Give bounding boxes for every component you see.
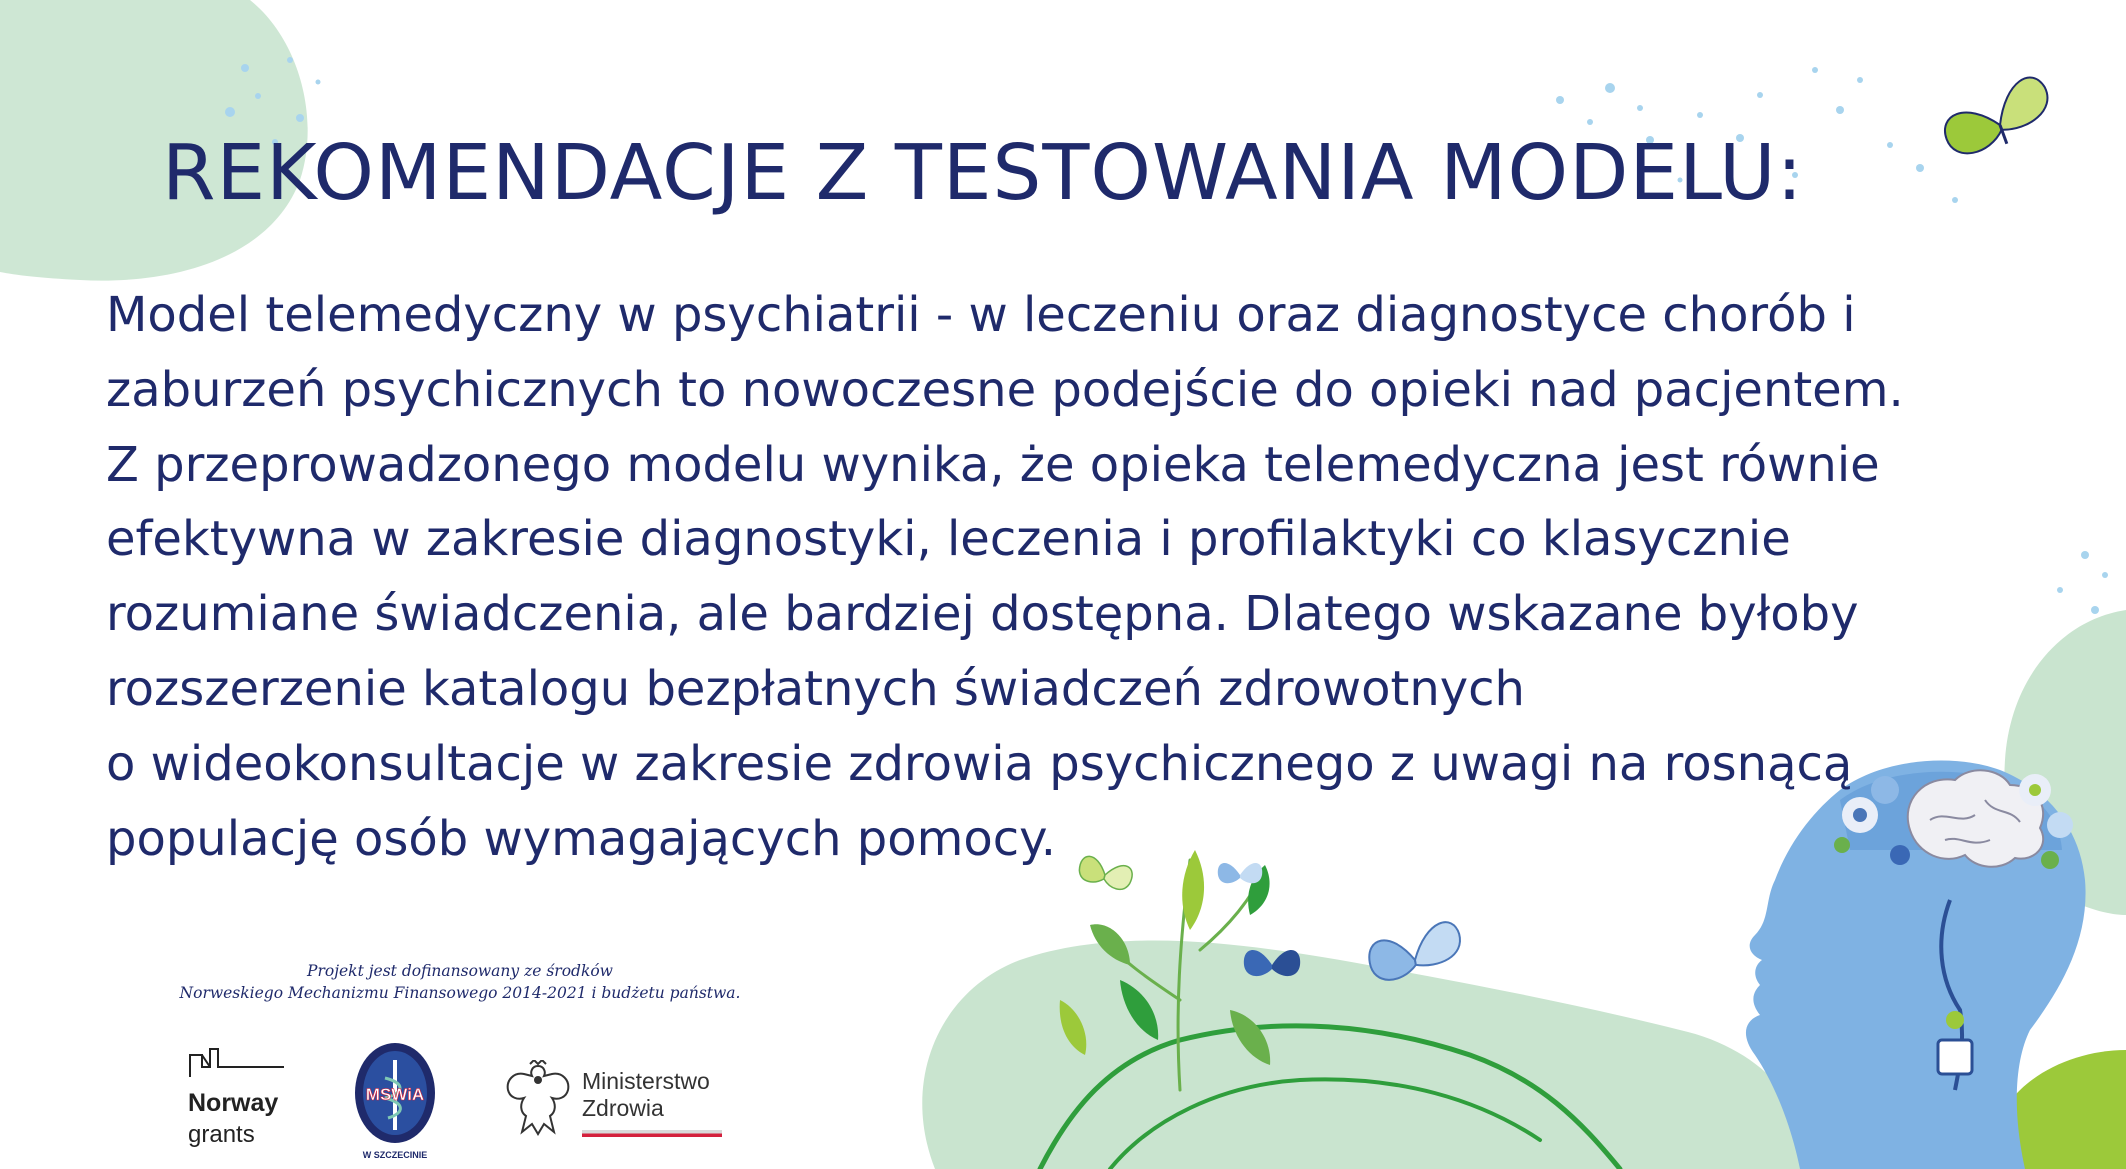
funding-line: Projekt jest dofinansowany ze środków: [307, 962, 613, 980]
norway-grants-logo: [188, 1045, 298, 1155]
norway-logo-sub: grants: [188, 1121, 255, 1148]
bottom-center-blob: [922, 941, 1804, 1169]
norway-grants-mark-icon: [188, 1045, 288, 1081]
eagle-emblem-icon: [502, 1060, 574, 1138]
flag-stripe: [582, 1130, 722, 1137]
paragraph-line: efektywna w zakresie diagnostyki, leczenia i profilaktyki co klasycznie: [106, 511, 1791, 568]
mswia-hospital-logo: [350, 1038, 440, 1169]
norway-logo-name: Norway: [188, 1089, 279, 1117]
mswia-emblem-icon: [350, 1038, 440, 1148]
paragraph-line: o wideokonsultacje w zakresie zdrowia psychicznego z uwagi na rosnącą: [106, 735, 1853, 792]
funding-note: [150, 960, 770, 1004]
paragraph-line: rozszerzenie katalogu bezpłatnych świadczeń zdrowotnych: [106, 660, 1525, 717]
ministry-name-line: Zdrowia: [582, 1095, 664, 1121]
butterfly-icon: [1365, 920, 1465, 983]
recommendation-paragraph: [106, 278, 2006, 876]
paragraph-line: Model telemedyczny w psychiatrii - w leczeniu oraz diagnostyce chorób i: [106, 287, 1856, 343]
paragraph-line: rozumiane świadczenia, ale bardziej dostępna. Dlatego wskazane byłoby: [106, 586, 1859, 643]
mswia-emblem-text: MSWiA: [365, 1085, 425, 1104]
paragraph-line: zaburzeń psychicznych to nowoczesne podejście do opieki nad pacjentem.: [106, 361, 1904, 418]
mswia-city: W SZCZECINIE: [362, 1150, 428, 1160]
funding-line: Norweskiego Mechanizmu Finansowego 2014-2021 i budżetu państwa.: [179, 984, 741, 1002]
ministry-name: [582, 1068, 710, 1122]
ministry-name-line: Ministerstwo: [582, 1068, 710, 1094]
ministry-of-health-logo: [502, 1060, 732, 1140]
slide-title: REKOMENDACJE Z TESTOWANIA MODELU:: [162, 129, 1804, 218]
paragraph-line: populację osób wymagających pomocy.: [106, 810, 1056, 867]
paragraph-line: Z przeprowadzonego modelu wynika, że opieka telemedyczna jest równie: [106, 436, 1880, 493]
